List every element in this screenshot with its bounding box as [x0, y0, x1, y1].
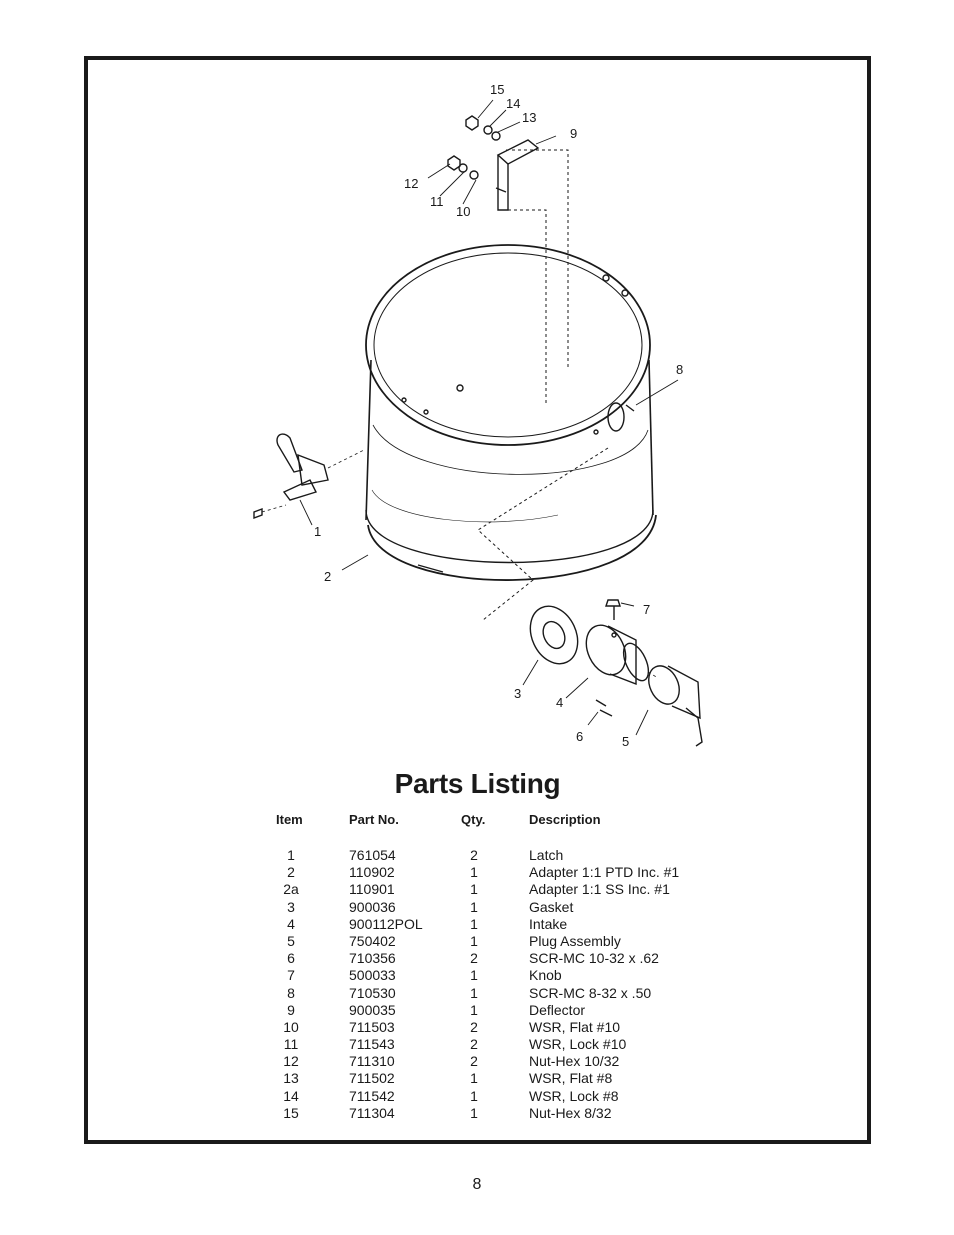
cell-qty: 1 [470, 864, 478, 881]
drum-body [366, 245, 656, 580]
cell-description: Plug Assembly [529, 932, 621, 949]
parts-table-body [276, 847, 749, 1122]
table-row [276, 1053, 749, 1070]
cell-item: 13 [283, 1070, 299, 1087]
callout-6: 6 [576, 729, 584, 744]
callout-2: 2 [324, 569, 332, 584]
cell-description: SCR-MC 8-32 x .50 [529, 984, 652, 1001]
callout-4: 4 [556, 695, 564, 710]
cell-part-no: 710356 [349, 950, 396, 967]
cell-qty: 1 [470, 898, 478, 915]
intake [579, 619, 654, 685]
exploded-parts-diagram [88, 60, 867, 780]
cell-qty: 1 [470, 984, 478, 1001]
callout-1: 1 [314, 524, 322, 539]
cell-item: 5 [287, 932, 295, 949]
cell-part-no: 711543 [349, 1036, 395, 1053]
header-description: Description [529, 812, 601, 827]
cell-qty: 1 [470, 1070, 478, 1087]
cell-qty: 2 [470, 1036, 478, 1053]
callout-13: 13 [522, 110, 537, 125]
cell-part-no: 110902 [349, 864, 395, 881]
cell-part-no: 900035 [349, 1001, 396, 1018]
cell-description: Nut-Hex 10/32 [529, 1053, 620, 1070]
cell-description: WSR, Lock #10 [529, 1036, 627, 1053]
cell-item: 12 [283, 1053, 299, 1070]
callout-8: 8 [676, 362, 684, 377]
cell-qty: 2 [470, 847, 478, 863]
cell-item: 15 [283, 1104, 299, 1121]
cell-part-no: 110901 [349, 881, 395, 898]
deflector-rod [478, 150, 608, 620]
cell-part-no: 711304 [349, 1104, 395, 1121]
callout-15: 15 [490, 82, 505, 97]
cell-description: Intake [529, 915, 568, 932]
cell-part-no: 761054 [349, 847, 396, 863]
section-title: Parts Listing [394, 768, 561, 799]
cell-description: Deflector [529, 1001, 586, 1018]
header-item: Item [276, 812, 303, 827]
side-port [608, 403, 634, 431]
table-row [276, 1105, 749, 1122]
cell-description: Gasket [529, 898, 574, 915]
callout-14: 14 [506, 96, 521, 111]
table-row [276, 1036, 749, 1053]
cell-item: 3 [287, 898, 295, 915]
table-row [276, 1019, 749, 1036]
table-row [276, 950, 749, 967]
table-row [276, 899, 749, 916]
cell-part-no: 710530 [349, 984, 396, 1001]
cell-item: 14 [283, 1087, 299, 1104]
drum-holes [402, 275, 628, 434]
cell-part-no: 711542 [349, 1087, 395, 1104]
table-row [276, 864, 749, 881]
cell-item: 9 [287, 1001, 295, 1018]
cell-qty: 2 [470, 950, 478, 967]
cell-qty: 1 [470, 932, 478, 949]
cell-item: 10 [283, 1018, 299, 1035]
callout-7: 7 [643, 602, 651, 617]
cell-part-no: 711503 [349, 1018, 395, 1035]
cell-part-no: 900112POL [349, 915, 423, 932]
cell-item: 7 [287, 967, 295, 984]
cell-qty: 2 [470, 1053, 478, 1070]
cell-qty: 1 [470, 967, 478, 984]
cell-description: WSR, Flat #8 [529, 1070, 613, 1087]
cell-description: WSR, Flat #10 [529, 1018, 621, 1035]
gasket [521, 599, 586, 672]
callout-12: 12 [404, 176, 419, 191]
cell-description: Knob [529, 967, 562, 984]
cell-qty: 1 [470, 1104, 478, 1121]
cell-description: SCR-MC 10-32 x .62 [529, 950, 659, 967]
page-number: 8 [472, 1176, 482, 1193]
cell-description: Adapter 1:1 PTD Inc. #1 [529, 864, 680, 881]
knob-and-screws [596, 600, 620, 716]
cell-item: 2 [287, 864, 295, 881]
cell-part-no: 750402 [349, 932, 396, 949]
table-row [276, 1070, 749, 1087]
cell-part-no: 711502 [349, 1070, 395, 1087]
table-row [276, 847, 749, 864]
table-row [276, 967, 749, 984]
parts-table-header [276, 812, 749, 827]
cell-description: Adapter 1:1 SS Inc. #1 [529, 881, 670, 898]
cell-qty: 2 [470, 1018, 478, 1035]
header-qty: Qty. [461, 812, 486, 827]
table-row [276, 1088, 749, 1105]
cell-item: 11 [283, 1036, 299, 1053]
table-row [276, 985, 749, 1002]
cell-qty: 1 [470, 881, 478, 898]
cell-item: 1 [287, 847, 295, 863]
cell-qty: 1 [470, 915, 478, 932]
table-row [276, 916, 749, 933]
callout-3: 3 [514, 686, 522, 701]
cell-part-no: 500033 [349, 967, 396, 984]
callout-11: 11 [430, 194, 444, 209]
page-frame [84, 56, 871, 1144]
cell-qty: 1 [470, 1001, 478, 1018]
cell-part-no: 711310 [349, 1053, 395, 1070]
table-row [276, 881, 749, 898]
plug-assembly [643, 661, 702, 746]
parts-table [276, 812, 749, 1122]
cell-description: Latch [529, 847, 564, 863]
callout-5: 5 [622, 734, 630, 749]
table-row [276, 1002, 749, 1019]
cell-item: 2a [283, 881, 299, 898]
table-row [276, 933, 749, 950]
cell-item: 6 [287, 950, 295, 967]
cell-description: Nut-Hex 8/32 [529, 1104, 612, 1121]
cell-item: 4 [287, 915, 295, 932]
latch [254, 434, 364, 518]
cell-description: WSR, Lock #8 [529, 1087, 619, 1104]
callout-9: 9 [570, 126, 578, 141]
cell-item: 8 [287, 984, 295, 1001]
header-part-no: Part No. [349, 812, 399, 827]
cell-qty: 1 [470, 1087, 478, 1104]
callout-10: 10 [456, 204, 471, 219]
cell-part-no: 900036 [349, 898, 396, 915]
hardware-stack [448, 116, 500, 179]
